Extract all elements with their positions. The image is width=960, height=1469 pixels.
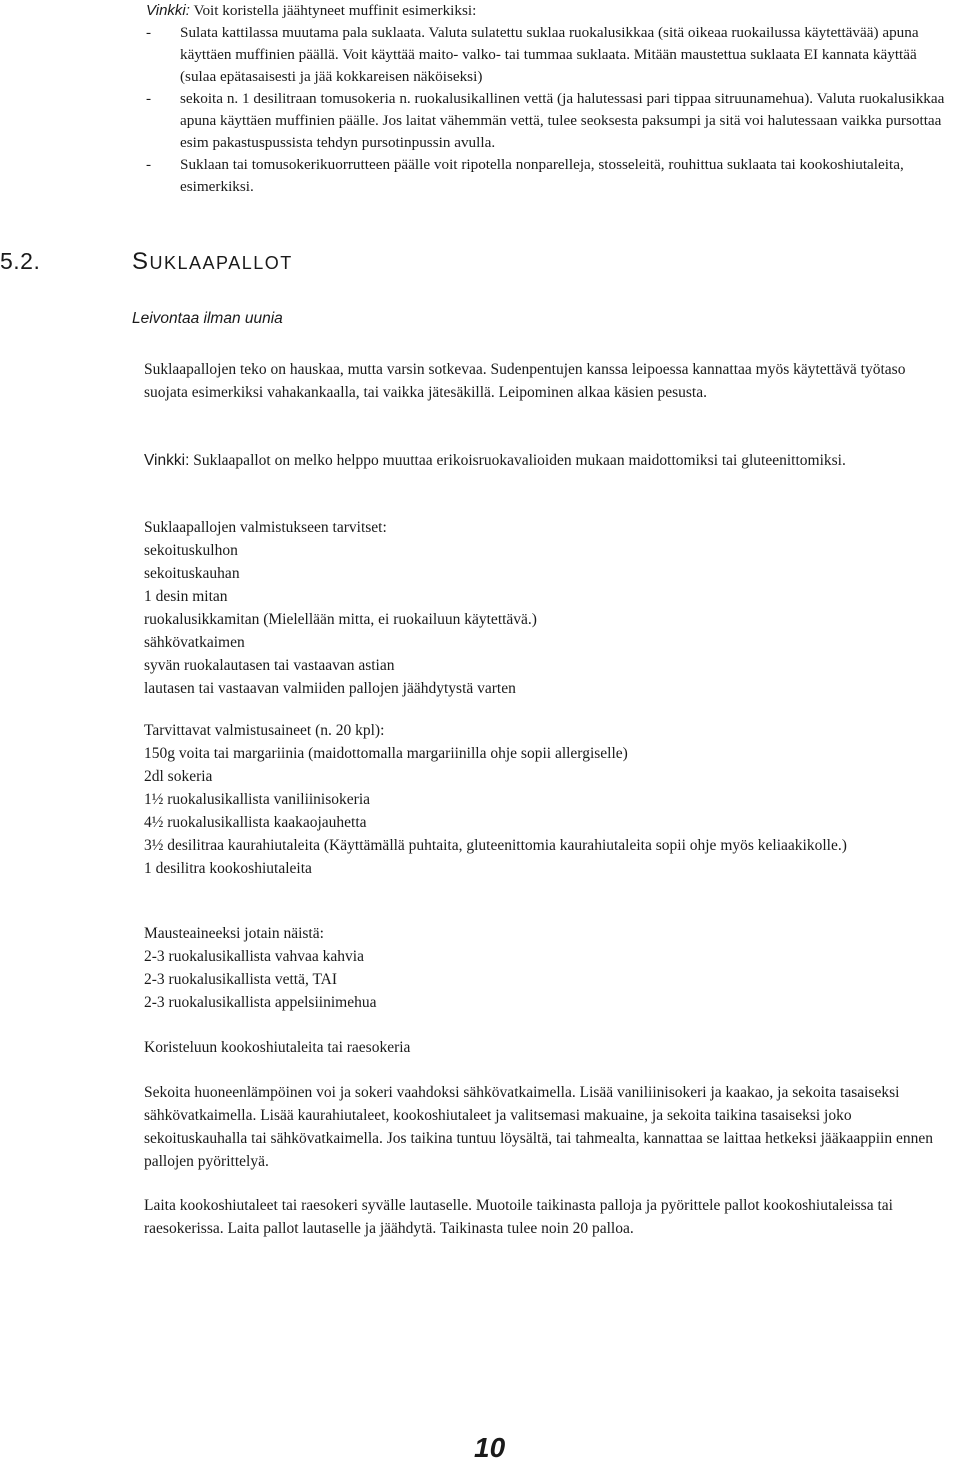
ingredients-heading: Tarvittavat valmistusaineet (n. 20 kpl): <box>144 722 385 739</box>
spices-heading: Mausteaineeksi jotain näistä: <box>144 925 324 942</box>
decoration-text: Koristeluun kookoshiutaleita tai raesokeria <box>144 1039 411 1056</box>
intro-paragraph <box>144 358 944 404</box>
list-item: ruokalusikkamitan (Mielellään mitta, ei ruokailuun käytettävä.) <box>144 611 537 628</box>
step-text: Laita kookoshiutaleet tai raesokeri syvälle lautaselle. Muotoile taikinasta palloja ja pyörittele pallot kookoshiutaleissa tai raesokerissa. Laita pallot lautaselle ja jäähdytä. Taikinasta tulee noin 20 palloa. <box>144 1197 893 1237</box>
tip-item-text: Suklaan tai tomusokerikuorrutteen päälle voit ripotella nonparelleja, stosseleitä, rouhittua suklaata tai kookoshiutaleita, esimerkiksi. <box>180 156 904 195</box>
intro-text: Suklaapallojen teko on hauskaa, mutta varsin sotkevaa. Sudenpentujen kanssa leipoessa kannattaa myös käytettävä työtaso suojata esimerkiksi vahakankaalla, tai vaikka jätesäkillä. Leipominen alkaa käsien pesusta. <box>144 361 906 401</box>
tip-paragraph <box>144 449 944 472</box>
list-item: syvän ruokalautasen tai vastaavan astian <box>144 657 395 674</box>
tip-intro-line <box>146 0 946 22</box>
section-title-rest: UKLAAPALLOT <box>149 253 293 273</box>
list-item: 2-3 ruokalusikallista vahvaa kahvia <box>144 948 364 965</box>
list-item: sekoituskauhan <box>144 565 240 582</box>
subheading: Leivontaa ilman uunia <box>132 310 283 327</box>
ingredients-list <box>144 719 944 880</box>
list-item: lautasen tai vastaavan valmiiden pallojen jäähdytystä varten <box>144 680 516 697</box>
tip-intro-text: Voit koristella jäähtyneet muffinit esimerkiksi: <box>189 2 477 19</box>
instruction-step-2 <box>144 1194 944 1240</box>
list-item: 150g voita tai margariinia (maidottomalla margariinilla ohje sopii allergiselle) <box>144 745 628 762</box>
list-item: sähkövatkaimen <box>144 634 245 651</box>
list-item: 1½ ruokalusikallista vaniliinisokeria <box>144 791 370 808</box>
list-dash: - <box>146 24 152 41</box>
list-item: 1 desin mitan <box>144 588 228 605</box>
decoration-line <box>144 1036 944 1059</box>
tip-label: Vinkki: <box>146 2 190 19</box>
tip-label: Vinkki: <box>144 452 190 469</box>
list-dash: - <box>146 90 152 107</box>
list-item: 2-3 ruokalusikallista appelsiinimehua <box>144 994 377 1011</box>
spices-list <box>144 922 944 1014</box>
muffin-decoration-tip <box>146 0 946 198</box>
list-item: 2-3 ruokalusikallista vettä, TAI <box>144 971 338 988</box>
instruction-step-1 <box>144 1081 944 1173</box>
page-number: 10 <box>474 1432 506 1463</box>
list-item: 2dl sokeria <box>144 768 213 785</box>
list-item: 1 desilitra kookoshiutaleita <box>144 860 312 877</box>
tip-list-item <box>146 22 946 88</box>
list-item: 3½ desilitraa kaurahiutaleita (Käyttämällä puhtaita, gluteenittomia kaurahiutaleita sopii ohje myös keliaakikolle.) <box>144 837 847 854</box>
list-item: sekoituskulhon <box>144 542 238 559</box>
tip-item-text: Sulata kattilassa muutama pala suklaata. Valuta sulatettu suklaa ruokalusikkaa (sitä oikeaa ruokailussa käytettävää) apuna käyttäen muffinien päällä. Voit käyttää maito- valko- tai tummaa suklaata. Mitään maustettua suklaata EI kannata käyttää (sulaa epätasaisesti ja jää kokkareisen näköiseksi) <box>180 24 919 85</box>
section-number: 5.2. <box>0 248 41 274</box>
list-item: 4½ ruokalusikallista kaakaojauhetta <box>144 814 367 831</box>
tip-list-item <box>146 154 946 198</box>
list-dash: - <box>146 156 152 173</box>
tip-list-item <box>146 88 946 154</box>
tip-item-text: sekoita n. 1 desilitraan tomusokeria n. ruokalusikallinen vettä (ja halutessasi pari tippaa sitruunamehua). Valuta ruokalusikkaa apuna käyttäen muffinien päälle. Jos laitat vähemmän vettä, tulee seoksesta paksumpi ja sitä voi halutessaan vaikka pursottaa esim pakastuspussista tehdyn pursotinpussin avulla. <box>180 90 945 151</box>
tools-list <box>144 516 944 700</box>
step-text: Sekoita huoneenlämpöinen voi ja sokeri vaahdoksi sähkövatkaimella. Lisää vaniliinisokeri ja kaakao, ja sekoita tasaiseksi sähkövatkaimella. Lisää kaurahiutaleet, kookoshiutaleet ja valitsemasi makuaine, ja sekoita taikina tasaiseksi joko sekoituskauhalla tai sähkövatkaimella. Jos taikina tuntuu löysältä, tai tahmealta, kannattaa se laittaa hetkeksi jääkaappiin ennen pallojen pyörittelyä. <box>144 1084 933 1170</box>
section-title-initial: S <box>132 248 150 275</box>
section-title <box>132 248 293 276</box>
tip-text: Suklaapallot on melko helppo muuttaa erikoisruokavalioiden mukaan maidottomiksi tai gluteenittomiksi. <box>189 452 846 469</box>
tools-heading: Suklaapallojen valmistukseen tarvitset: <box>144 519 387 536</box>
